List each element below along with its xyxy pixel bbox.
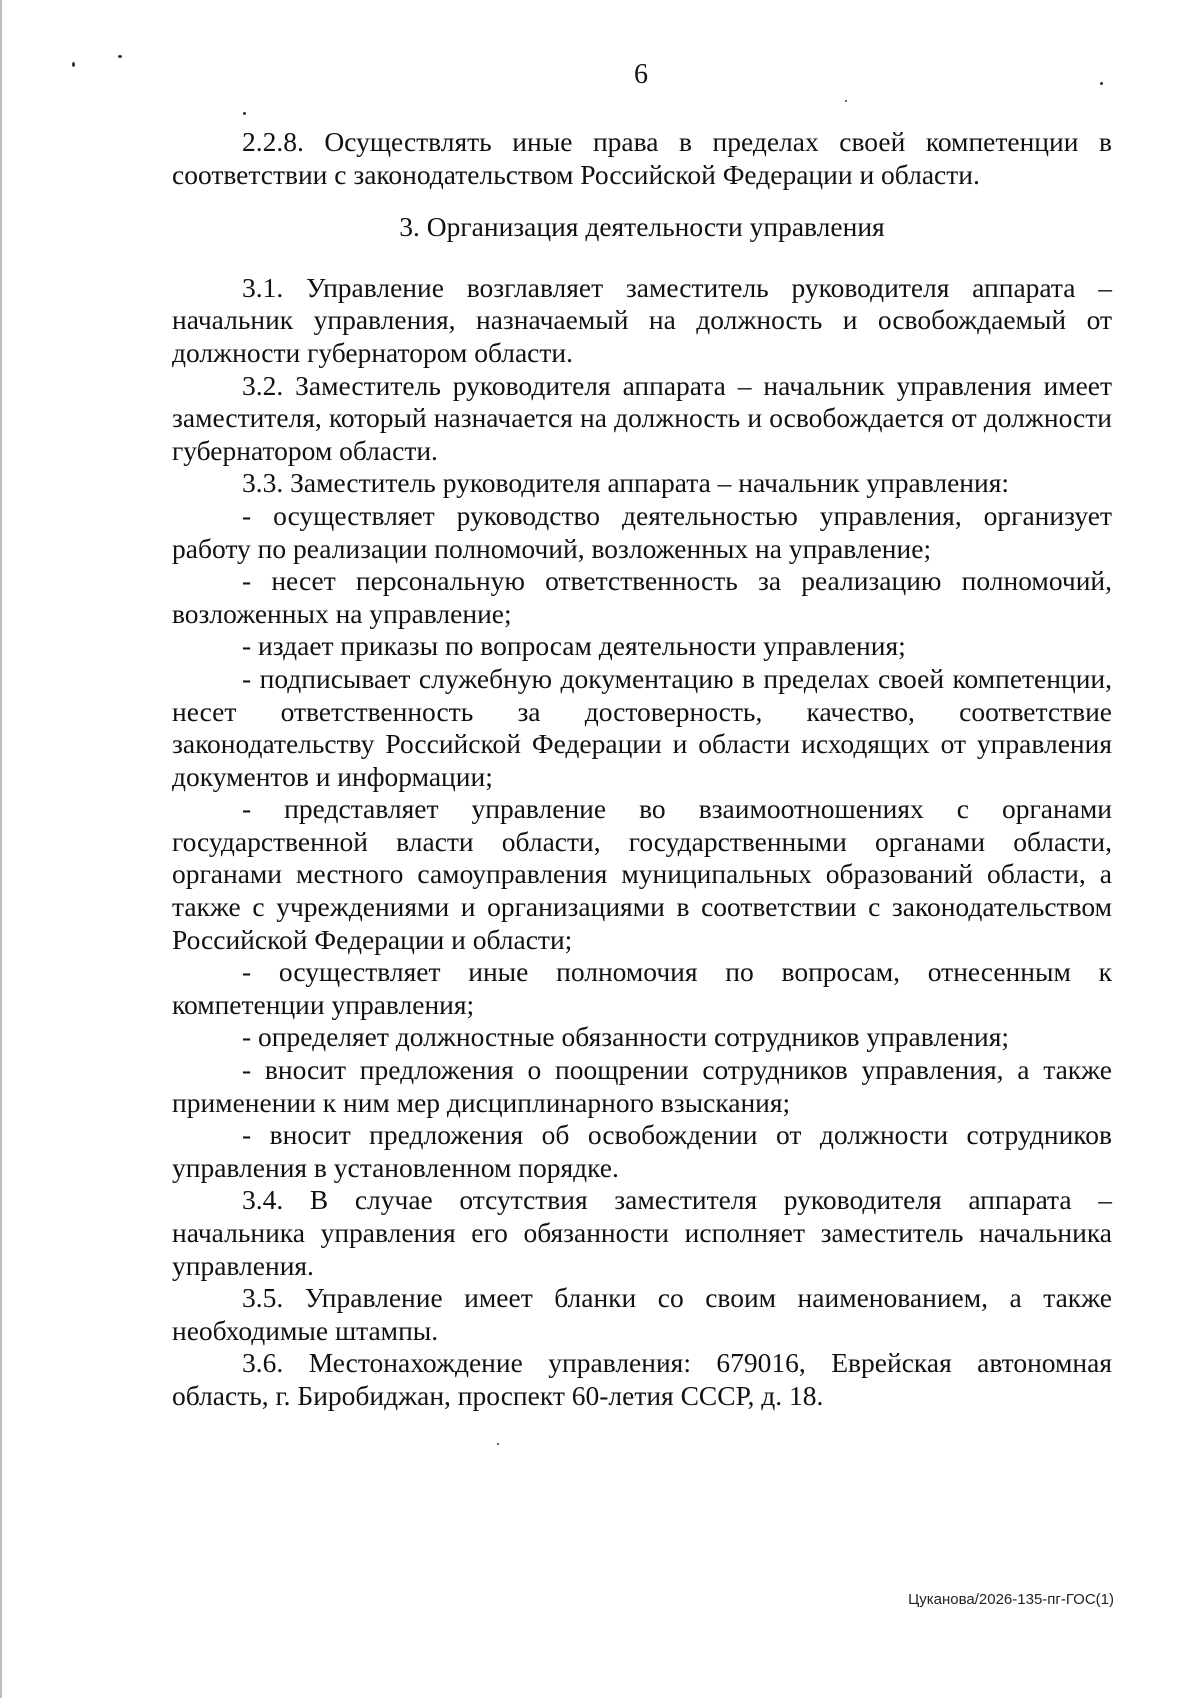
paragraph-3-3: 3.3. Заместитель руководителя аппарата – начальник управления: xyxy=(242,467,1010,499)
list-item: - представляет управление во взаимоотношениях с органами государственной власти области, государственными органами области, органами местного самоуправления муниципальных образований области, а также с учреждениями и организациями в соответствии с законодательством Российской Федерации и области; xyxy=(172,793,1112,955)
paragraph-3-1: 3.1. Управление возглавляет заместитель руководителя аппарата – начальник управления, назначаемый на должность и освобождаемый от должности губернатором области. xyxy=(172,271,1112,368)
list-item: - подписывает служебную документацию в пределах своей компетенции, несет ответственность за достоверность, качество, соответствие законодательству Российской Федерации и области исходящих от управления документов и информации; xyxy=(172,662,1112,792)
list-item: - определяет должностные обязанности сотрудников управления; xyxy=(242,1021,1010,1053)
scan-speck xyxy=(243,112,246,115)
document-body xyxy=(172,126,1112,1413)
list-item: - осуществляет руководство деятельностью управления, организует работу по реализации полномочий, возложенных на управление; xyxy=(172,499,1112,564)
paragraph-3-2: 3.2. Заместитель руководителя аппарата – начальник управления имеет заместителя, который назначается на должность и освобождается от должности губернатором области. xyxy=(172,369,1112,466)
list-item: - вносит предложения о поощрении сотрудников управления, а также применении к ним мер дисциплинарного взыскания; xyxy=(172,1054,1112,1118)
list-item: - вносит предложения об освобождении от должности сотрудников управления в установленном порядке. xyxy=(172,1119,1112,1183)
list-item: - осуществляет иные полномочия по вопросам, отнесенным к компетенции управления; xyxy=(172,956,1112,1020)
document-registration-code: Цуканова/2026-135-пг-ГОС(1) xyxy=(908,1591,1114,1608)
paragraph-2-2-8: 2.2.8. Осуществлять иные права в пределах своей компетенции в соответствии с законодательством Российской Федерации и области. xyxy=(172,126,1112,190)
paragraph-3-4: 3.4. В случае отсутствия заместителя руководителя аппарата – начальника управления его обязанности исполняет заместитель начальника управления. xyxy=(172,1184,1112,1281)
scan-edge xyxy=(0,0,2,1698)
scan-speck xyxy=(845,100,847,102)
list-item: - издает приказы по вопросам деятельности управления; xyxy=(242,630,906,662)
list-item: - несет персональную ответственность за реализацию полномочий, возложенных на управление; xyxy=(172,565,1112,629)
paragraph-3-6: 3.6. Местонахождение управления: 679016, Еврейская автономная область, г. Биробиджан, проспект 60-летия СССР, д. 18. xyxy=(172,1347,1112,1411)
section-heading: 3. Организация деятельности управления xyxy=(399,211,885,243)
page-number: 6 xyxy=(634,59,648,90)
scan-speck xyxy=(497,1443,499,1445)
paragraph-3-5: 3.5. Управление имеет бланки со своим наименованием, а также необходимые штампы. xyxy=(172,1282,1112,1346)
